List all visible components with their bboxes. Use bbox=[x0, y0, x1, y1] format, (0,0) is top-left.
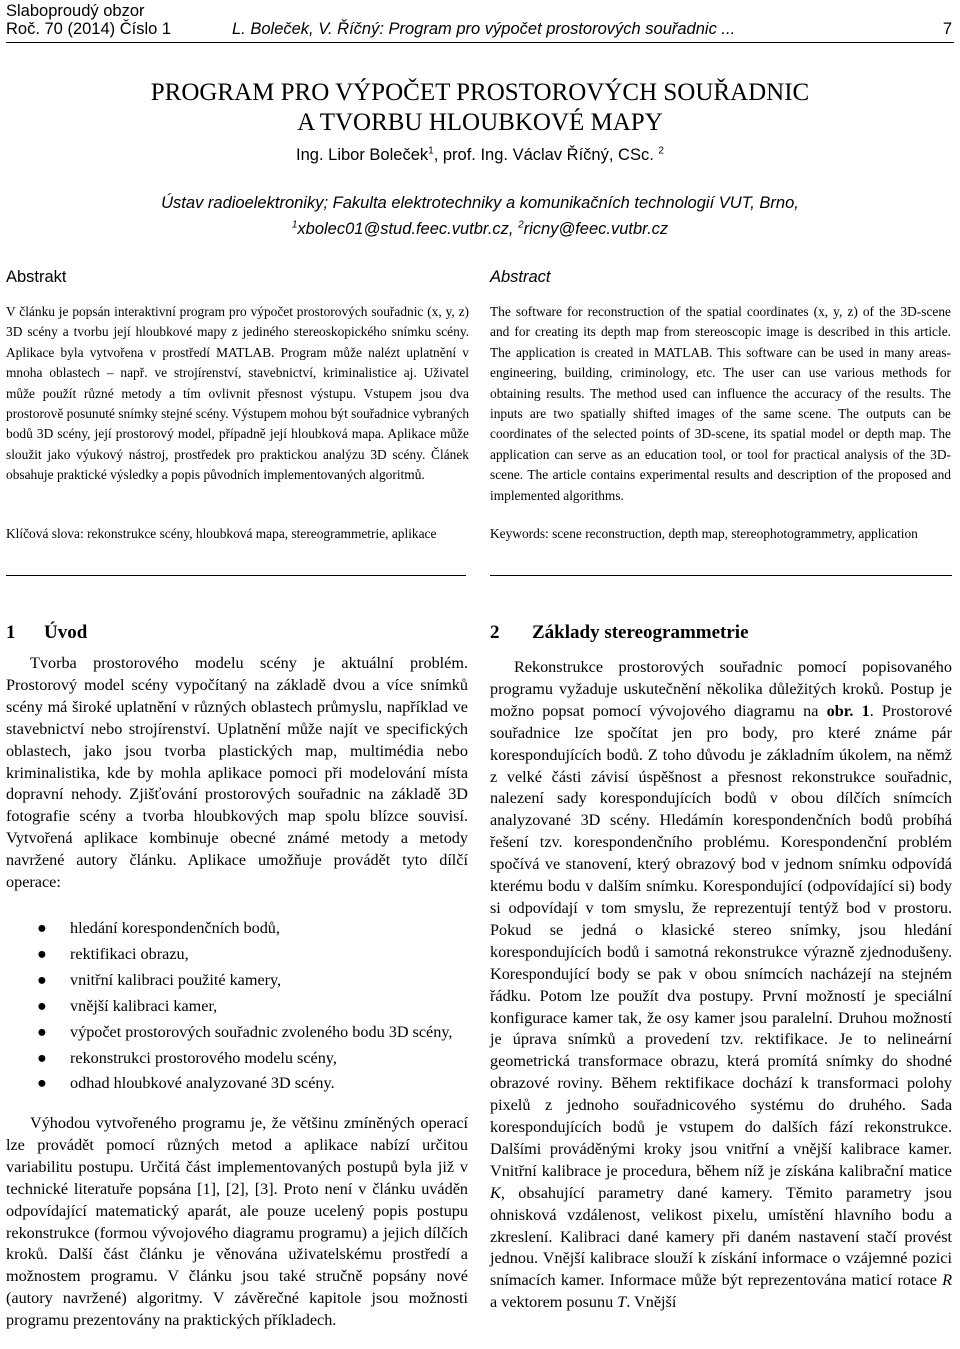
paper-title bbox=[0, 78, 960, 138]
author-1: Ing. Libor Boleček bbox=[296, 146, 429, 164]
running-header bbox=[6, 2, 954, 40]
affiliation-line: Ústav radioelektroniky; Fakulta elektrotechniky a komunikačních technologií VUT, Brno, bbox=[161, 194, 799, 212]
running-title: L. Boleček, V. Říčný: Program pro výpočet prostorových souřadnic ... bbox=[232, 20, 736, 38]
author-2-sup: 2 bbox=[658, 145, 664, 157]
author-1-sup: 1 bbox=[428, 145, 434, 157]
section-2-number: 2 bbox=[490, 622, 500, 643]
email-1[interactable]: xbolec01@stud.feec.vutbr.cz bbox=[297, 220, 509, 238]
operations-list bbox=[0, 918, 468, 1099]
list-item: ● výpočet prostorových souřadnic zvoleného bodu 3D scény, bbox=[0, 1022, 468, 1044]
page-number: 7 bbox=[942, 20, 952, 38]
section-2-para-1: Rekonstrukce prostorových souřadnic pomocí popisovaného programu vyžaduje uskutečnění několika důležitých kroků. Postup je možno popsat pomocí vývojového diagramu na obr. 1. Prostorové souřadnice lze spočítat jen pro body, pro které známe pár korespondujících bodů. Z toho důvodu je základním úkolem, na němž z velké části závisí úspěšnost a přesnost rekonstrukce souřadnic, nalezení sady korespondujících bodů v obou dílčích snímcích analyzované 3D scény. Hledámín korespondenčních bodů probíhá řešení tzv. korespondenčního problému. Korespondenční problém spočívá ve stanovení, který obrazový bod v jednom snímku odpovídá kterému bodu v dalším snímku. Korespondující (odpovídající si) body si odpovídají v tom smyslu, že reprezentují tentýž bod v prostoru. Pokud se jedná o klasické stereo snímky, jsou hledání korespondujících bodů i samotná rekonstrukce výrazně zjednodušeny. Korespondující body se pak v obou snímcích nacházejí na stejném řádku. Potom lze použít dva postupy. První možností je speciální konfigurace kamer tak, že osy kamer jsou paralelní. Druhou možností je úprava snímků a provedení tzv. rektifikace. Je to nelineární geometrická transformace obrazu, která promítá snímky do shodné obrazové roviny. Během rektifikace dochází k transformaci polohy pixelů z jednoho souřadnicového systému do druhého. Sada korespondujících bodů je vstupem do dalších fází rekonstrukce. Dalšími prováděnými kroky jsou vnitřní a vnější kalibrace kamer. Vnitřní kalibrace je procedura, během níž je získána kalibrační matice K, obsahující parametry dané kamery. Těmito parametry jsou ohnisková vzdálenost, velikost pixelu, umístění hlavního bodu a zkreslení. Kalibraci dané kamery při daném nastavení stačí provést jednou. Vnější kalibrace slouží k získání informace o vzájemné pozici snímacích kamer. Informace může být reprezentována maticí rotace R a vektorem posunu T. Vnější bbox=[490, 658, 953, 1312]
section-1-para-1: Tvorba prostorového modelu scény je aktuální problém. Prostorový model scény vypočítaný na základě dvou a více snímků scény má široké uplatnění v různých oblastech průmyslu, například ve stavebnictví nebo strojírenství. Uplatnění může najít ve specifických oblastech, jako jsou tvorba plastických map, multimédia nebo kriminalistika, kde by mohla aplikace pomoci při modelování místa dopravní nehody. Zjišťování prostorových souřadnic na základě 3D fotografie scény a tvorba hloubkových map spolu blízce souvisí. Vytvořená aplikace kombinuje obecné známé metody a metody navržené autory článku. Aplikace umožňuje provádět tyto dílčí operace: bbox=[6, 654, 468, 892]
email-separator: , bbox=[508, 220, 519, 238]
bullet-icon: ● bbox=[37, 996, 47, 1015]
email-2[interactable]: ricny@feec.vutbr.cz bbox=[523, 220, 669, 238]
bullet-icon: ● bbox=[37, 1074, 47, 1093]
header-rule bbox=[6, 42, 954, 43]
bullet-icon: ● bbox=[37, 944, 47, 963]
bullet-icon: ● bbox=[37, 919, 47, 937]
affiliation bbox=[0, 190, 960, 242]
section-1-number: 1 bbox=[6, 622, 16, 643]
matrix-r: R bbox=[942, 1271, 952, 1290]
email-line bbox=[0, 216, 960, 242]
abstract-en-text: The software for reconstruction of the spatial coordinates (x, y, z) of the 3D-scene and for creating its depth map from stereoscopic image is described in this article. The application is created in MATLAB. This software can be used in many areas- engineering, building, criminology, etc. The user can use various methods for obtaining results. The method used can influence the accuracy of the results. The inputs are two spatially shifted images of the same scene. The outputs can be coordinates of the selected points of 3D-scene, its spatial model or depth map. The application can serve as an education tool, or tool for practical analysis of the 3D-scene. The article contains experimental results and description of the proposed and implemented algorithms. bbox=[490, 304, 951, 503]
keywords-cz: Klíčová slova: rekonstrukce scény, hloubková mapa, stereogrammetrie, aplikace bbox=[6, 526, 437, 541]
figure-reference: obr. 1 bbox=[826, 701, 870, 720]
journal-name: Slaboproudý obzor bbox=[6, 2, 145, 20]
section-1-para-2: Výhodou vytvořeného programu je, že většinu zmíněných operací lze provádět pomocí různých metod a aplikace nabízí určitou variabilitu postupu. Určitá část implementovaných postupů byla již v technické literatuře popsána [1], [2], [3]. Proto není v článku uváděn odpovídající matematický aparát, ale pouze ucelený popis postupu rekonstrukce (formou vývojového diagramu programu) a jejich dílčích kroků. Další část článku je věnována uživatelskému prostředí a možnostem programu. V článku jsou také stručně popsány nové (autory navržené) algoritmy. V závěrečné kapitole jsou možnosti programu prezentovány na praktických příkladech. bbox=[6, 1114, 468, 1330]
author-2: , prof. Ing. Václav Říčný, CSc. bbox=[433, 146, 654, 164]
abstract-separator-left bbox=[6, 575, 466, 576]
section-1-heading bbox=[6, 622, 87, 644]
keywords-en: Keywords: scene reconstruction, depth map, stereophotogrammetry, application bbox=[490, 526, 918, 541]
author-line bbox=[0, 146, 960, 165]
matrix-k: K bbox=[490, 1183, 501, 1202]
list-item: ● vnější kalibraci kamer, bbox=[0, 996, 468, 1018]
bullet-icon: ● bbox=[37, 970, 47, 989]
bullet-icon: ● bbox=[37, 1022, 47, 1041]
section-1-title: Úvod bbox=[44, 622, 88, 643]
title-line-1: PROGRAM PRO VÝPOČET PROSTOROVÝCH SOUŘADNIC bbox=[150, 79, 810, 106]
section-2-heading bbox=[490, 622, 749, 644]
title-line-2: A TVORBU HLOUBKOVÉ MAPY bbox=[297, 109, 663, 136]
abstract-cz-text: V článku je popsán interaktivní program pro výpočet prostorových souřadnic (x, y, z) 3D scény a tvorbu její hloubkové mapy z jediného stereoskopického snímku scény. Aplikace byla vytvořena v prostředí MATLAB. Program může nalézt uplatnění v mnoha oblastech – např. ve strojírenství, stavebnictví, kriminalistice aj. Uživatel může použít různé metody a tím ovlivnit přesnost výstupu. Vstupem jsou dva prostorově posunuté snímky stejné scény. Výstupem mohou být souřadnice vybraných bodů 3D scény, její prostorový model, případně její hloubková mapa. Aplikace může sloužit jako výukový nástroj, prostředek pro praktickou analýzu 3D scény. Článek obsahuje praktické výsledky a popis původních implementovaných algoritmů. bbox=[6, 304, 470, 483]
abstract-cz-heading: Abstrakt bbox=[6, 268, 67, 286]
abstract-en-heading: Abstract bbox=[490, 268, 551, 286]
list-item: ● hledání korespondenčních bodů, bbox=[0, 918, 468, 940]
list-item: ● rekonstrukci prostorového modelu scény, bbox=[0, 1048, 468, 1070]
bullet-icon: ● bbox=[37, 1048, 47, 1067]
email-1-sup: 1 bbox=[291, 219, 298, 231]
section-2-title: Základy stereogrammetrie bbox=[532, 622, 749, 643]
issue-info: Roč. 70 (2014) Číslo 1 bbox=[6, 20, 172, 38]
list-item: ● odhad hloubkové analyzované 3D scény. bbox=[0, 1073, 468, 1095]
list-item: ● vnitřní kalibraci použité kamery, bbox=[0, 970, 468, 992]
list-item: ● rektifikaci obrazu, bbox=[0, 944, 468, 966]
abstract-separator-right bbox=[490, 575, 952, 576]
vector-t: T bbox=[617, 1293, 627, 1312]
email-2-sup: 2 bbox=[518, 219, 524, 231]
